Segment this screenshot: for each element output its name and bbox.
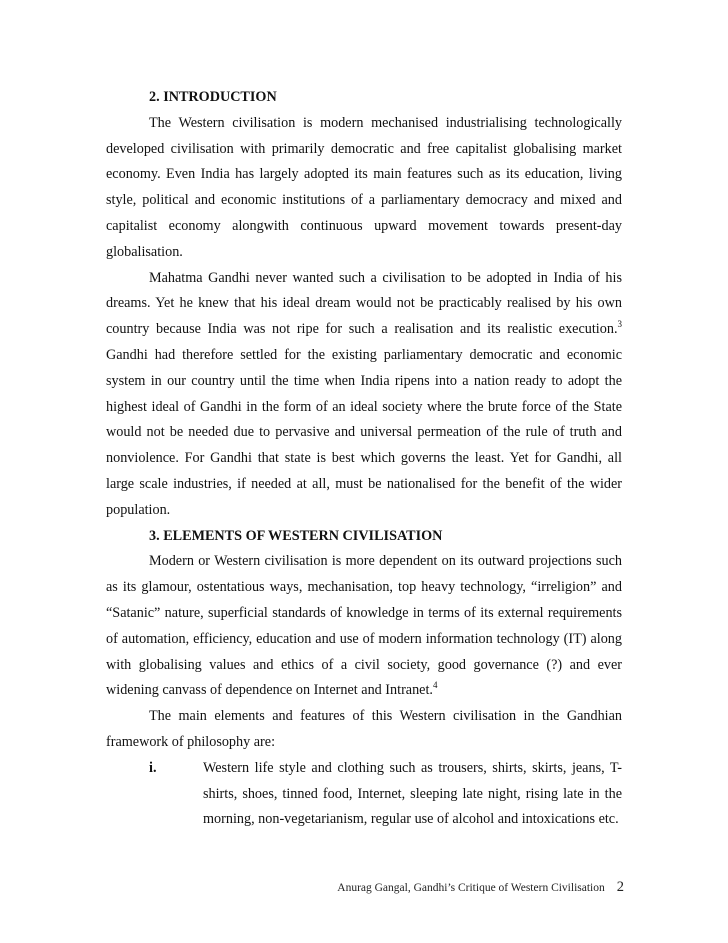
list-item <box>106 756 622 833</box>
footnote-marker: 4 <box>432 680 438 691</box>
page-body <box>106 85 622 833</box>
paragraph-modern-civilisation <box>106 549 622 704</box>
page-footer <box>337 879 624 896</box>
footer-citation: Anurag Gangal, Gandhi’s Critique of Western Civilisation <box>337 882 605 894</box>
paragraph-text-part: Gandhi had therefore settled for the existing parliamentary democratic and economic system in our country until the time when India ripens into a nation ready to adopt the highest ideal of Gandhi in the form of an ideal society where the brute force of the State would not be needed due to pervasive and universal permeation of the rule of truth and nonviolence. For Gandhi that state is best which governs the least. Yet for Gandhi, all large scale industries, if needed at all, must be nationalised for the benefit of the wider population. <box>106 346 622 518</box>
list-marker: i. <box>149 759 157 776</box>
paragraph-gandhi-view <box>106 266 622 524</box>
paragraph-text-part: Mahatma Gandhi never wanted such a civilisation to be adopted in India of his dreams. Yet he knew that his ideal dream would not be practicably realised by his own country because India was not ripe for such a realisation and its realistic execution. <box>106 269 622 338</box>
section-heading-introduction: 2. INTRODUCTION <box>149 89 277 105</box>
paragraph-main-elements: The main elements and features of this Western civilisation in the Gandhian framework of philosophy are: <box>106 708 622 750</box>
paragraph-western-civilisation: The Western civilisation is modern mechanised industrialising technologically developed civilisation with primarily democratic and free capitalist globalising market economy. Even India has largely adopted its main features such as its education, living style, political and economic institutions of a parliamentary democracy and mixed and capitalist economy alongwith continuous upward movement towards present-day globalisation. <box>106 114 622 260</box>
paragraph-text-part: Modern or Western civilisation is more dependent on its outward projections such as its glamour, ostentatious ways, mechanisation, top heavy technology, “irreligion” and “Satanic” nature, superficial standards of knowledge in terms of its external requirements of automation, efficiency, education and use of modern information technology (IT) along with globalising values and ethics of a civil society, good governance (?) and ever widening canvass of dependence on Internet and Intranet. <box>106 553 622 699</box>
page-number: 2 <box>616 879 624 895</box>
footnote-marker: 3 <box>617 319 622 330</box>
list-item-text: Western life style and clothing such as trousers, shirts, skirts, jeans, T-shirts, shoes, tinned food, Internet, sleeping late night, rising late in the morning, non-vegetarianism, regular use of alcohol and intoxications etc. <box>203 759 622 828</box>
section-heading-elements: 3. ELEMENTS OF WESTERN CIVILISATION <box>149 527 443 544</box>
